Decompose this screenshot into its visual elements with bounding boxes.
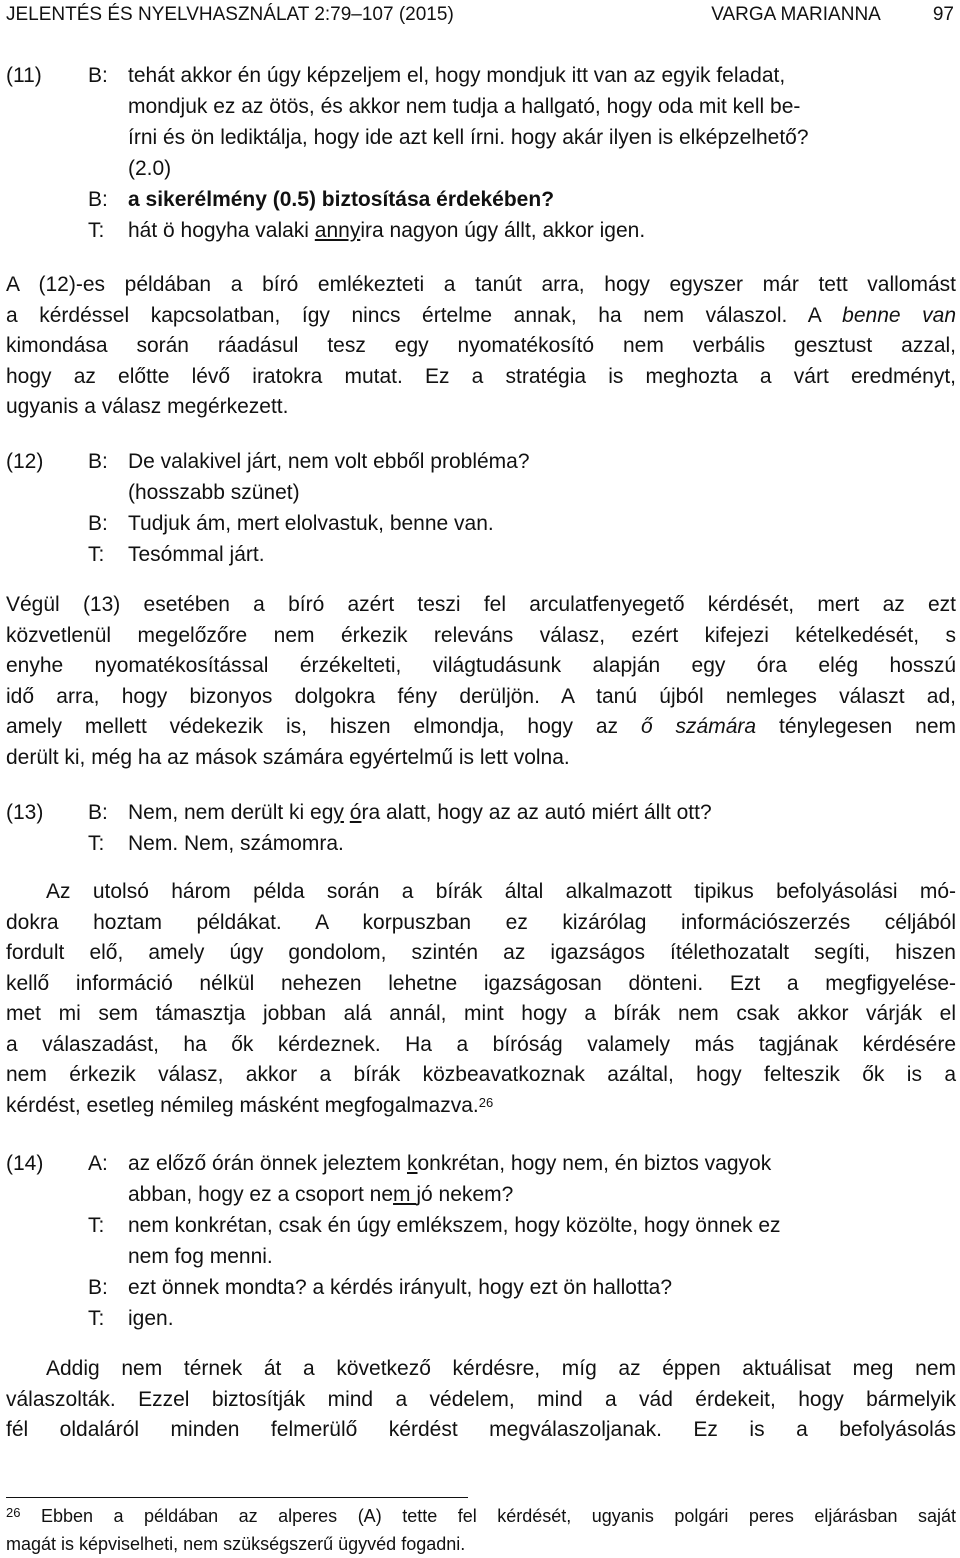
paragraph-2 — [6, 590, 956, 773]
utterance: mondjuk ez az ötös, és akkor nem tudja a hallgató, hogy oda mit kell be- — [128, 95, 801, 118]
utterance-part: onkrétan, hogy nem, én biztos vagyok — [417, 1152, 772, 1175]
example-11 — [6, 60, 956, 246]
text-line: dokra hoztam példákat. A korpuszban ez kizárólag információszerzés céljából — [6, 910, 956, 934]
example-row — [6, 91, 956, 122]
speaker-label: A: — [88, 1152, 108, 1175]
speaker-label: T: — [88, 1307, 105, 1330]
example-row — [6, 1179, 956, 1210]
italic-term: benne van — [842, 303, 956, 327]
utterance-part: az előző órán önnek jeleztem — [128, 1152, 407, 1175]
italic-term: ő számára — [640, 715, 757, 738]
text-part: ténylegesen nem — [756, 715, 956, 738]
overlap-marker: ó — [349, 801, 362, 824]
text-part: kérdést, esetleg némileg másként megfogalmazva. — [6, 1093, 479, 1117]
example-row — [6, 60, 956, 91]
utterance: ezt önnek mondta? a kérdés irányult, hogy ezt ön hallotta? — [128, 1276, 673, 1299]
example-number: (13) — [6, 801, 44, 824]
text-line: közvetlenül megelőzőre nem érkezik releváns válasz, ezért kifejezi kételkedését, s — [6, 623, 956, 647]
text-line: ugyanis a válasz megérkezett. — [6, 395, 289, 418]
text-line: nem érkezik válasz, akkor a bírák közbeavatkoznak azáltal, hogy felteszik ők is a — [6, 1063, 956, 1086]
speaker-label: B: — [88, 801, 108, 824]
utterance: (2.0) — [128, 157, 172, 180]
utterance — [128, 1179, 513, 1210]
example-row — [6, 1241, 956, 1272]
example-12 — [6, 446, 956, 570]
text-line: kimondása során ráadásul tesz egy nyomatékosító nem verbális gesztust azzal, — [6, 334, 956, 357]
overlap-marker: m — [393, 1183, 417, 1206]
utterance-part: ira nagyon úgy állt, akkor igen. — [360, 219, 646, 242]
journal-citation: JELENTÉS ÉS NYELVHASZNÁLAT 2:79–107 (2015) — [6, 4, 454, 25]
text-line: Addig nem térnek át a következő kérdésre, míg az éppen aktuálisat meg nem — [46, 1357, 956, 1380]
utterance: Tesómmal járt. — [128, 543, 265, 566]
example-13 — [6, 797, 956, 859]
utterance: írni és ön lediktálja, hogy ide azt kell írni. hogy akár ilyen is elképzelhető? — [128, 126, 809, 149]
footnote — [6, 1502, 956, 1558]
example-row — [6, 797, 956, 828]
footnote-number: 26 — [6, 1505, 21, 1520]
text-line — [6, 712, 956, 743]
example-row — [6, 153, 956, 184]
text-line: A (12)-es példában a bíró emlékezteti a tanút arra, hogy egyszer már tett vallomást — [6, 273, 956, 296]
utterance: Nem. Nem, számomra. — [128, 832, 344, 855]
example-number: (12) — [6, 450, 44, 473]
text-line — [6, 1502, 956, 1530]
paragraph-4 — [6, 1354, 956, 1446]
text-line: fél oldaláról minden felmerülő kérdést megválaszoljanak. Ez is a befolyásolás — [6, 1418, 956, 1441]
text-line: válaszolták. Ezzel biztosítják mind a védelem, mind a vád érdekeit, hogy bármelyik — [6, 1387, 956, 1411]
example-row — [6, 477, 956, 508]
paragraph-1 — [6, 270, 956, 423]
utterance — [128, 1148, 771, 1179]
text-part: a kérdéssel kapcsolatban, így nincs értelme annak, ha nem válaszol. — [6, 303, 788, 327]
utterance: igen. — [128, 1307, 174, 1330]
footnote-separator — [6, 1497, 468, 1498]
utterance-part: Nem, nem derült ki e — [128, 801, 322, 824]
text-line — [6, 1091, 956, 1122]
example-row — [6, 539, 956, 570]
speaker-label: T: — [88, 543, 105, 566]
utterance: Tudjuk ám, mert elolvastuk, benne van. — [128, 512, 494, 535]
speaker-label: T: — [88, 1214, 105, 1237]
example-row — [6, 122, 956, 153]
speaker-label: T: — [88, 219, 105, 242]
example-row — [6, 446, 956, 477]
utterance — [128, 797, 712, 828]
utterance-part: hát ö hogyha valaki — [128, 219, 315, 242]
text-part: A — [787, 303, 843, 327]
text-line: fordult elő, amely úgy gondolom, szintén az igazságos ítélethozatalt segíti, hiszen — [6, 941, 956, 964]
utterance — [128, 215, 645, 246]
page-number: 97 — [932, 4, 954, 25]
example-row — [6, 1148, 956, 1179]
example-row — [6, 1303, 956, 1334]
example-row — [6, 828, 956, 859]
utterance — [128, 184, 554, 215]
bold-utterance: a sikerélmény (0.5) biztosítása érdekében? — [128, 188, 555, 211]
example-number: (14) — [6, 1152, 44, 1175]
example-number: (11) — [6, 64, 42, 87]
speaker-label: B: — [88, 64, 108, 87]
text-part: Ebben a példában az alperes (A) tette fel kérdését, ugyanis polgári peres eljárásban saját — [20, 1506, 956, 1526]
text-line: met mi sem támasztja jobban alá annál, mint hogy a bírák nem csak akkor várják el — [6, 1002, 956, 1025]
text-line: Végül (13) esetében a bíró azért teszi fel arculatfenyegető kérdését, mert az ezt — [6, 593, 956, 616]
utterance-part: abban, hogy ez a csoport ne — [128, 1183, 394, 1206]
example-row — [6, 1210, 956, 1241]
paragraph-3 — [6, 877, 956, 1121]
speaker-label: T: — [88, 832, 105, 855]
utterance-part: jó nekem? — [416, 1183, 514, 1206]
overlap-marker: anny — [314, 219, 361, 242]
utterance: tehát akkor én úgy képzeljem el, hogy mondjuk itt van az egyik feladat, — [128, 64, 786, 87]
speaker-label: B: — [88, 188, 108, 211]
example-row — [6, 184, 956, 215]
utterance: nem fog menni. — [128, 1245, 273, 1268]
author-name: VARGA MARIANNA — [711, 4, 881, 25]
text-line: kellő információ nélkül nehezen lehetne igazságosan dönteni. Ezt a megfigyelése- — [6, 971, 956, 995]
overlap-marker: k — [407, 1152, 418, 1175]
text-line: enyhe nyomatékosítással érzékelteti, világtudásunk alapján egy óra elég hosszú — [6, 654, 956, 677]
text-line: Az utolsó három példa során a bírák által alkalmazott tipikus befolyásolási mó- — [46, 880, 956, 903]
utterance-part: ra alatt, hogy az az autó miért állt ott? — [361, 801, 712, 824]
text-line — [6, 301, 956, 332]
text-line: idő arra, hogy bizonyos dolgokra fény derüljön. A tanú újból nemleges választ ad, — [6, 684, 956, 708]
overlap-marker: gy — [321, 801, 344, 824]
text-line: derült ki, még ha az mások számára egyértelmű is lett volna. — [6, 745, 570, 769]
running-header — [6, 2, 954, 28]
utterance: (hosszabb szünet) — [128, 481, 300, 504]
text-line: a válaszadást, ha ők kérdeznek. Ha a bíróság valamely más tagjának kérdésére — [6, 1032, 956, 1056]
speaker-label: B: — [88, 512, 108, 535]
text-line: hogy az előtte lévő iratokra mutat. Ez a stratégia is meghozta a várt eredményt, — [6, 364, 956, 388]
speaker-label: B: — [88, 1276, 108, 1299]
footnote-reference[interactable]: 26 — [478, 1094, 494, 1110]
example-row — [6, 1272, 956, 1303]
example-14 — [6, 1148, 956, 1334]
example-row — [6, 215, 956, 246]
text-part: amely mellett védekezik is, hiszen elmondja, hogy az — [6, 715, 641, 738]
utterance: De valakivel járt, nem volt ebből probléma? — [128, 450, 530, 473]
utterance: nem konkrétan, csak én úgy emlékszem, hogy közölte, hogy önnek ez — [128, 1214, 781, 1237]
example-row — [6, 508, 956, 539]
text-line: magát is képviselheti, nem szükségszerű ügyvéd fogadni. — [6, 1534, 466, 1554]
speaker-label: B: — [88, 450, 108, 473]
